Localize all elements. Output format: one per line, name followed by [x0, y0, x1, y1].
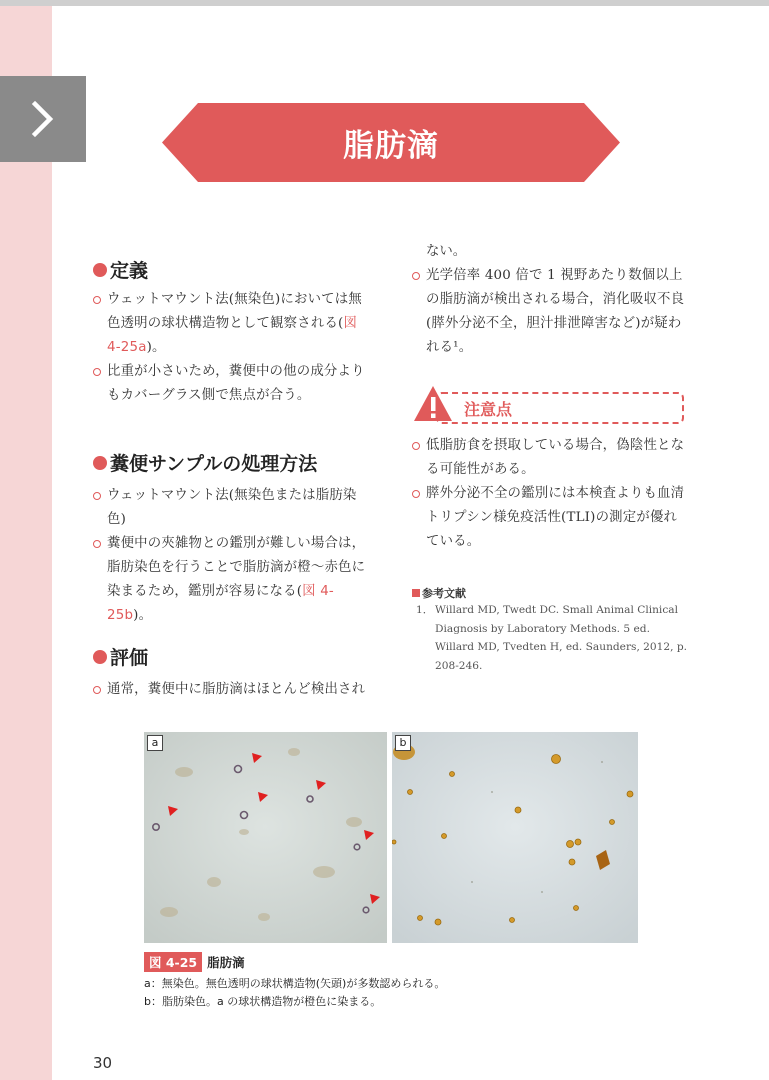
heading-processing	[93, 449, 317, 476]
heading-evaluation-text: 評価	[110, 647, 149, 669]
bullet-dot-icon	[93, 650, 107, 664]
page-number: 30	[93, 1054, 113, 1072]
heading-processing-text: 糞便サンプルの処理方法	[110, 453, 318, 475]
figure-desc-a: a：無染色。無色透明の球状構造物(矢頭)が多数認められる。	[144, 977, 446, 990]
references-heading	[412, 585, 466, 601]
list-item	[93, 360, 375, 408]
circle-bullet-icon	[93, 686, 101, 694]
circle-bullet-icon	[93, 296, 101, 304]
nav-tab[interactable]	[0, 76, 86, 162]
reference-text: Willard MD, Twedt DC. Small Animal Clinical Diagnosis by Laboratory Methods. 5 ed. Willard MD, Tvedten H, ed. Saunders, 2012, p. 208-246.	[435, 604, 688, 672]
circle-bullet-icon	[412, 490, 420, 498]
heading-definition	[93, 256, 148, 283]
list-item	[412, 264, 690, 360]
square-marker-icon	[412, 589, 420, 597]
figure-title: 脂肪滴	[207, 955, 245, 970]
chevron-right-icon	[30, 99, 56, 139]
heading-definition-text: 定義	[110, 260, 149, 282]
item-text: 膵外分泌不全の鑑別には本検査よりも血清トリプシン様免疫活性(TLI)の測定が優れている。	[426, 486, 685, 549]
figure-desc-b: b：脂肪染色。a の球状構造物が橙色に染まる。	[144, 995, 382, 1008]
item-text: 低脂肪食を摂取している場合，偽陰性となる可能性がある。	[426, 438, 685, 477]
circle-bullet-icon	[412, 442, 420, 450]
item-text: 比重が小さいため，糞便中の他の成分よりもカバーグラス側で焦点が合う。	[107, 364, 365, 403]
warning-icon	[412, 384, 454, 424]
evaluation-list	[93, 678, 375, 702]
caution-header	[412, 384, 688, 430]
caution-list	[412, 434, 690, 554]
bullet-dot-icon	[93, 263, 107, 277]
evaluation-list-2	[412, 264, 690, 360]
micrograph-a-image	[144, 732, 387, 943]
item-text: ウェットマウント法(無染色)においては無色透明の球状構造物として観察される(	[107, 292, 362, 331]
figure-caption	[144, 952, 245, 972]
circle-bullet-icon	[93, 492, 101, 500]
item-text: 光学倍率 400 倍で 1 視野あたり数個以上の脂肪滴が検出される場合，消化吸収不良(膵外分泌不全，胆汁排泄障害など)が疑われる¹。	[426, 268, 685, 355]
circle-bullet-icon	[412, 272, 420, 280]
caution-label: 注意点	[464, 400, 513, 419]
bullet-dot-icon	[93, 456, 107, 470]
circle-bullet-icon	[93, 540, 101, 548]
panel-b-label: b	[395, 735, 411, 751]
list-item	[93, 484, 375, 532]
list-item	[412, 434, 690, 482]
figure-panel-b	[392, 732, 638, 943]
reference-item	[416, 601, 692, 675]
heading-evaluation	[93, 643, 148, 670]
figure-panel-a	[144, 732, 387, 943]
item-text: ウェットマウント法(無染色または脂肪染色)	[107, 488, 357, 527]
side-band	[0, 6, 52, 1080]
figure-tag: 図 4-25	[144, 952, 202, 972]
micrograph-b-image	[392, 732, 638, 943]
references-heading-text: 参考文献	[422, 587, 466, 600]
processing-list	[93, 484, 375, 628]
list-item	[93, 288, 375, 360]
figure-ref-link[interactable]: 図 4-25a	[107, 316, 358, 355]
list-item	[93, 532, 375, 628]
figure-ref-link[interactable]: 図 4-25b	[107, 584, 334, 623]
top-bar	[0, 0, 769, 6]
item-text: )。	[133, 608, 153, 623]
item-text: 糞便中の夾雑物との鑑別が難しい場合は，脂肪染色を行うことで脂肪滴が橙～赤色に染まるため，鑑別が容易になる(	[107, 536, 366, 599]
item-text: 通常，糞便中に脂肪滴はほとんど検出され	[107, 682, 366, 697]
definition-list	[93, 288, 375, 408]
list-item	[93, 678, 375, 702]
reference-number: 1．	[416, 604, 434, 616]
title-banner	[162, 103, 620, 182]
circle-bullet-icon	[93, 368, 101, 376]
panel-a-label: a	[147, 735, 163, 751]
list-item	[412, 482, 690, 554]
item-text: )。	[146, 340, 166, 355]
page-title: 脂肪滴	[343, 128, 439, 164]
evaluation-continuation: ない。	[426, 244, 467, 259]
